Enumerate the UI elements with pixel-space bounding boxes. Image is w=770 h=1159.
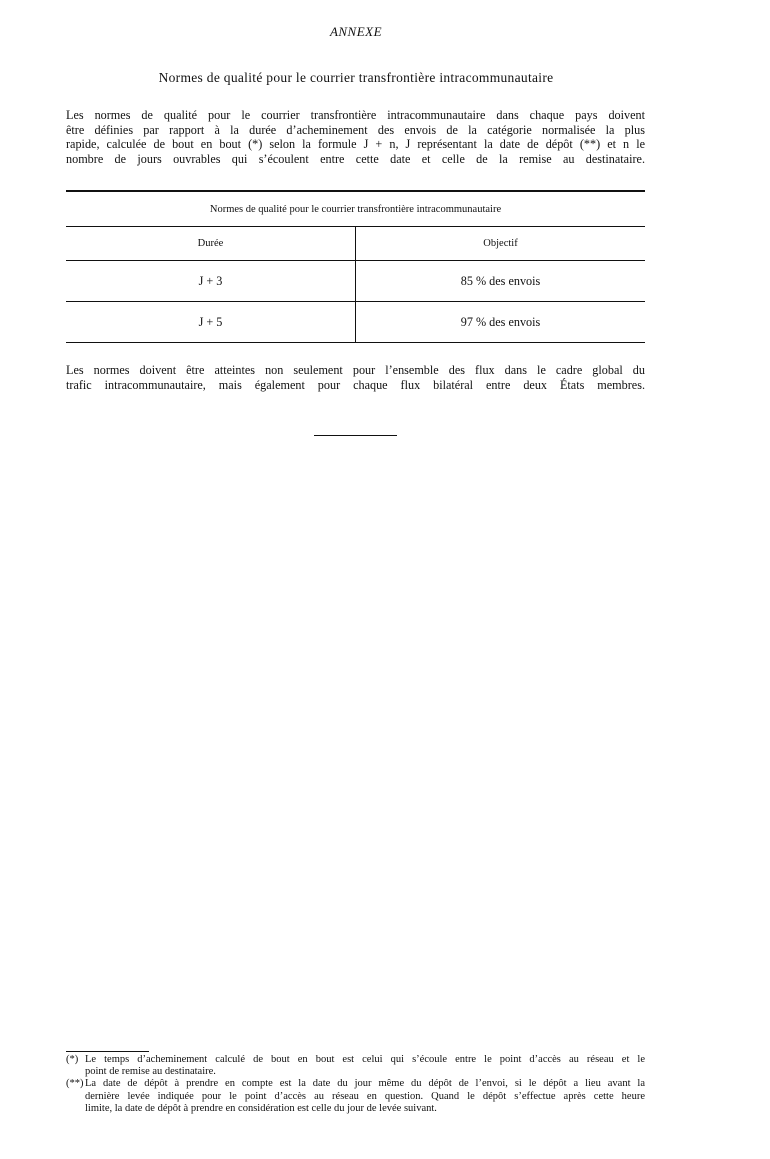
intro-line: rapide, calculée de bout en bout (*) selon la formule J + n, J représentant la date de dépôt (**) et n le — [66, 137, 645, 152]
intro-line: nombre de jours ouvrables qui s’écoulent entre cette date et celle de la remise au destinataire. — [66, 152, 645, 167]
footnote-rule — [66, 1051, 149, 1052]
table-row — [66, 302, 645, 343]
quality-norms-table — [66, 190, 645, 343]
footnote — [66, 1054, 645, 1078]
footnote-mark: (*) — [66, 1054, 79, 1065]
footnote-line: Le temps d’acheminement calculé de bout en bout est celui qui s’écoule entre le point d’accès au réseau et le — [85, 1054, 645, 1065]
table-cell-objectif: 97 % des envois — [460, 314, 541, 329]
intro-paragraph — [66, 108, 645, 167]
column-header-objectif: Objectif — [356, 227, 646, 261]
document-title: Normes de qualité pour le courrier transfrontière intracommunautaire — [158, 70, 554, 85]
table-cell-duree: J + 3 — [66, 261, 356, 302]
footnote-text — [85, 1054, 645, 1078]
table-cell-duree: J + 5 — [66, 302, 356, 343]
closing-line: Les normes doivent être atteintes non seulement pour l’ensemble des flux dans le cadre global du — [66, 363, 645, 377]
footnotes — [66, 1054, 645, 1115]
table-cell-objectif: 85 % des envois — [356, 261, 646, 302]
closing-paragraph — [66, 363, 645, 392]
footnote-text — [85, 1078, 645, 1115]
footnote-line: dernière levée indiquée pour le point d’accès au réseau en question. Quand le dépôt s’effectue après cette heure — [85, 1090, 645, 1102]
table-caption: Normes de qualité pour le courrier transfrontière intracommunautaire — [66, 191, 645, 227]
footnote — [66, 1078, 645, 1115]
table-row — [66, 261, 645, 302]
footnote-line: limite, la date de dépôt à prendre en considération est celle du jour de levée suivant. — [85, 1102, 437, 1114]
footnote-line: point de remise au destinataire. — [85, 1066, 216, 1078]
column-header-duree: Durée — [66, 227, 356, 261]
footnote-mark: (**) — [66, 1078, 84, 1090]
end-separator-rule — [314, 435, 397, 436]
intro-line: être définies par rapport à la durée d’acheminement des envois de la catégorie normalisée la plus — [66, 122, 645, 137]
closing-line: trafic intracommunautaire, mais également pour chaque flux bilatéral entre deux États membres. — [66, 377, 645, 392]
footnote-line: La date de dépôt à prendre en compte est la date du jour même du dépôt de l’envoi, si le dépôt a lieu avant la — [85, 1078, 645, 1090]
annex-label: ANNEXE — [329, 24, 383, 39]
intro-line: Les normes de qualité pour le courrier transfrontière intracommunautaire dans chaque pays doivent — [66, 108, 645, 122]
